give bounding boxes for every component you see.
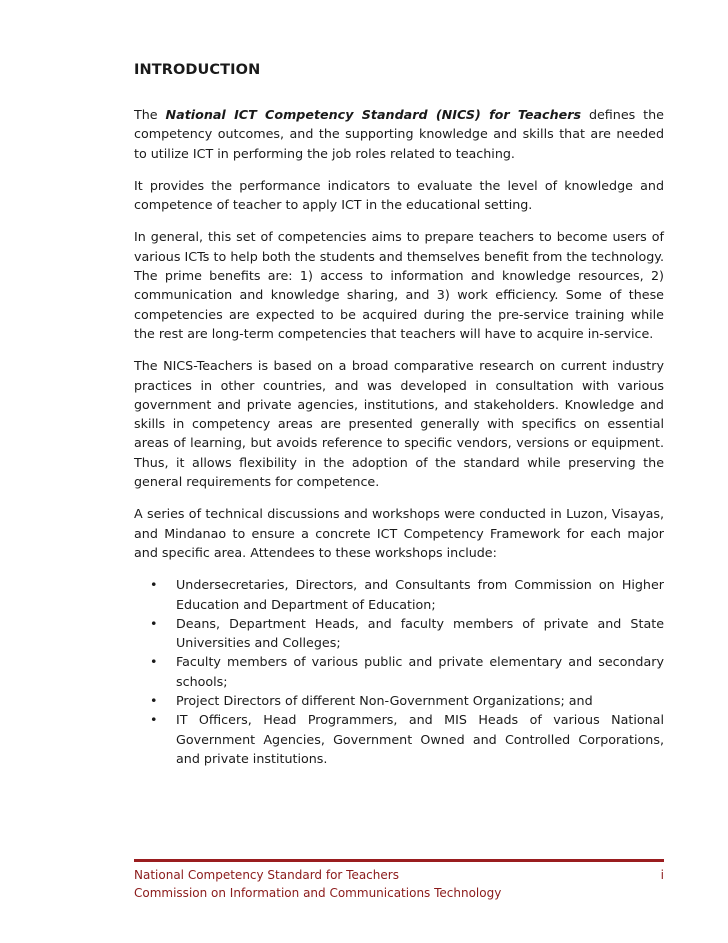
list-item-text: Deans, Department Heads, and faculty members of private and State Universities and Colleges; <box>176 615 664 651</box>
paragraph-general-aims: In general, this set of competencies aims to prepare teachers to become users of various ICTs to help both the students and themselves benefit from the technology. The prime benefits are: 1) access to information and knowledge resources, 2) communication and knowledge sharing, and 3) work efficiency. Some of these competencies are expected to be acquired during the pre-service training while the rest are long-term competencies that teachers will have to acquire in-service. <box>134 229 664 341</box>
list-item-text: IT Officers, Head Programmers, and MIS Heads of various National Government Agencies, Government Owned and Controlled Corporations, and private institutions. <box>176 712 664 766</box>
bullet-icon: • <box>150 693 158 709</box>
page-title: INTRODUCTION <box>134 62 261 78</box>
footer-divider <box>134 859 664 862</box>
paragraph-intro <box>134 105 664 163</box>
list-item <box>150 710 664 768</box>
document-body <box>134 62 664 768</box>
footer-document-title: National Competency Standard for Teachers <box>134 868 399 882</box>
intro-text-after: defines the competency outcomes, and the supporting knowledge and skills that are needed to utilize ICT in performing the job roles related to teaching. <box>134 107 664 161</box>
bullet-icon: • <box>150 577 158 593</box>
bullet-icon: • <box>150 654 158 670</box>
paragraph-workshops: A series of technical discussions and workshops were conducted in Luzon, Visayas, and Mindanao to ensure a concrete ICT Competency Framework for each major and specific area. Attendees to these workshops include: <box>134 506 664 560</box>
paragraph-research-basis: The NICS-Teachers is based on a broad comparative research on current industry practices in other countries, and was developed in consultation with various government and private agencies, institutions, and stakeholders. Knowledge and skills in competency areas are presented generally with specifics on essential areas of learning, but avoids reference to specific vendors, versions or equipment. Thus, it allows flexibility in the adoption of the standard while preserving the general requirements for competence. <box>134 358 664 490</box>
list-item <box>150 614 664 653</box>
page-footer <box>134 866 664 902</box>
page-number: i <box>660 868 664 882</box>
list-item <box>150 575 664 614</box>
footer-organization: Commission on Information and Communications Technology <box>134 886 502 900</box>
list-item <box>150 691 664 710</box>
attendees-list <box>134 575 664 768</box>
list-item-text: Undersecretaries, Directors, and Consultants from Commission on Higher Education and Department of Education; <box>176 577 664 612</box>
footer-row <box>134 866 664 884</box>
bullet-icon: • <box>150 615 158 631</box>
list-item <box>150 652 664 691</box>
bullet-icon: • <box>150 712 158 728</box>
intro-text-before: The <box>134 107 166 122</box>
paragraph-performance-indicators: It provides the performance indicators to evaluate the level of knowledge and competence of teacher to apply ICT in the educational setting. <box>134 177 664 213</box>
list-item-text: Project Directors of different Non-Government Organizations; and <box>176 693 593 709</box>
intro-emphasis: National ICT Competency Standard (NICS) for Teachers <box>165 107 582 122</box>
list-item-text: Faculty members of various public and private elementary and secondary schools; <box>176 654 664 689</box>
